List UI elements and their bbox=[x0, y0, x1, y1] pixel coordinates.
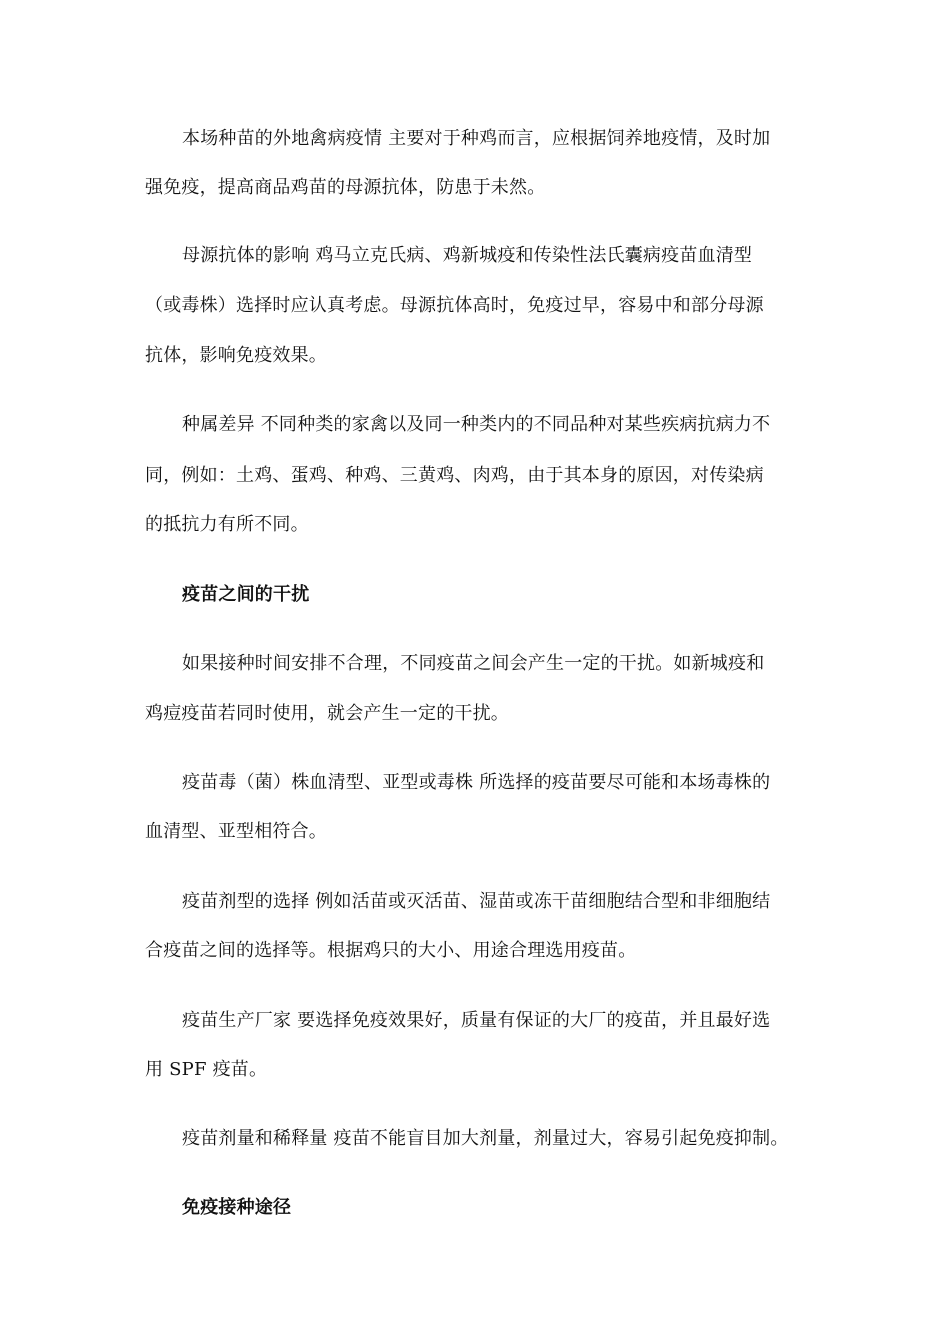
section-heading-immunization-route: 免疫接种途径 bbox=[182, 1197, 292, 1218]
paragraph-2-line-3: 抗体，影响免疫效果。 bbox=[145, 345, 327, 366]
paragraph-7-line-2: 用 SPF 疫苗。 bbox=[145, 1059, 268, 1080]
paragraph-1-line-1: 本场种苗的外地禽病疫情 主要对于种鸡而言，应根据饲养地疫情，及时加 bbox=[182, 128, 771, 149]
paragraph-4-line-1: 如果接种时间安排不合理，不同疫苗之间会产生一定的干扰。如新城疫和 bbox=[182, 653, 765, 674]
paragraph-1-line-2: 强免疫，提高商品鸡苗的母源抗体，防患于未然。 bbox=[145, 177, 546, 198]
paragraph-3-line-2: 同，例如：土鸡、蛋鸡、种鸡、三黄鸡、肉鸡，由于其本身的原因，对传染病 bbox=[145, 465, 764, 486]
paragraph-7-line-1: 疫苗生产厂家 要选择免疫效果好，质量有保证的大厂的疫苗，并且最好选 bbox=[182, 1010, 771, 1031]
paragraph-5-line-2: 血清型、亚型相符合。 bbox=[145, 821, 327, 842]
paragraph-3-line-1: 种属差异 不同种类的家禽以及同一种类内的不同品种对某些疾病抗病力不 bbox=[182, 414, 771, 435]
paragraph-4-line-2: 鸡痘疫苗若同时使用，就会产生一定的干扰。 bbox=[145, 703, 509, 724]
paragraph-5-line-1: 疫苗毒（菌）株血清型、亚型或毒株 所选择的疫苗要尽可能和本场毒株的 bbox=[182, 772, 771, 793]
paragraph-2-line-2: （或毒株）选择时应认真考虑。母源抗体高时，免疫过早，容易中和部分母源 bbox=[145, 295, 764, 316]
paragraph-6-line-2: 合疫苗之间的选择等。根据鸡只的大小、用途合理选用疫苗。 bbox=[145, 940, 637, 961]
paragraph-6-line-1: 疫苗剂型的选择 例如活苗或灭活苗、湿苗或冻干苗细胞结合型和非细胞结 bbox=[182, 891, 771, 912]
paragraph-3-line-3: 的抵抗力有所不同。 bbox=[145, 514, 309, 535]
section-heading-vaccine-interference: 疫苗之间的干扰 bbox=[182, 584, 310, 605]
paragraph-2-line-1: 母源抗体的影响 鸡马立克氏病、鸡新城疫和传染性法氏囊病疫苗血清型 bbox=[182, 245, 753, 266]
paragraph-8-line-1: 疫苗剂量和稀释量 疫苗不能盲目加大剂量，剂量过大，容易引起免疫抑制。 bbox=[182, 1128, 789, 1149]
